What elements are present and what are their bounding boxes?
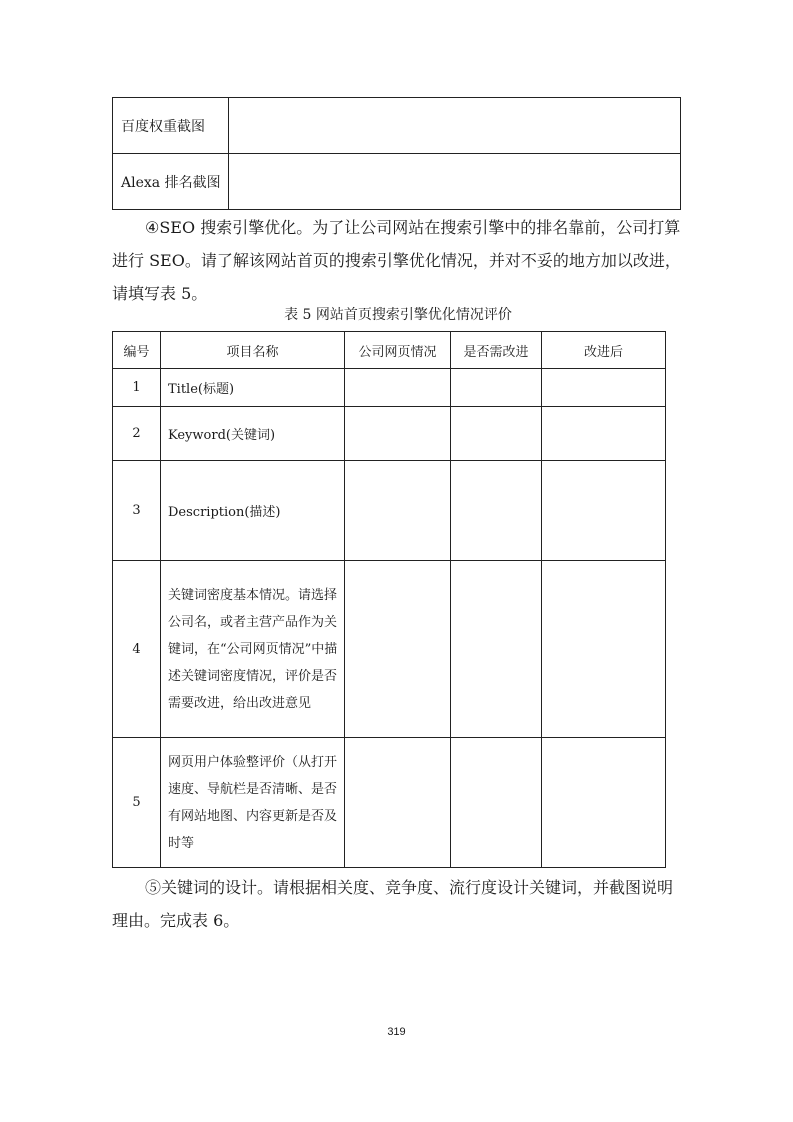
empty-cell <box>542 369 666 407</box>
table-row <box>113 461 666 561</box>
empty-cell <box>345 369 451 407</box>
empty-cell <box>451 738 542 868</box>
empty-cell <box>451 561 542 738</box>
row-number: 3 <box>113 461 161 561</box>
baidu-weight-label: 百度权重截图 <box>113 98 229 154</box>
empty-cell <box>542 461 666 561</box>
row-number: 2 <box>113 407 161 461</box>
row-item: 网页用户体验整评价（从打开速度、导航栏是否清晰、是否有网站地图、内容更新是否及时等 <box>161 738 345 868</box>
row-number: 1 <box>113 369 161 407</box>
screenshot-table <box>112 97 681 210</box>
table-row <box>113 561 666 738</box>
alexa-rank-cell <box>229 154 681 210</box>
empty-cell <box>345 461 451 561</box>
empty-cell <box>542 738 666 868</box>
empty-cell <box>542 561 666 738</box>
alexa-rank-label: Alexa 排名截图 <box>113 154 229 210</box>
empty-cell <box>345 561 451 738</box>
keyword-design-paragraph: ⑤关键词的设计。请根据相关度、竞争度、流行度设计关键词，并截图说明理由。完成表 6。 <box>112 878 674 930</box>
empty-cell <box>542 407 666 461</box>
row-number: 5 <box>113 738 161 868</box>
header-company-status: 公司网页情况 <box>345 332 451 369</box>
row-item: Keyword(关键词) <box>161 407 345 461</box>
table-row <box>113 738 666 868</box>
empty-cell <box>451 369 542 407</box>
row-item: 关键词密度基本情况。请选择公司名，或者主营产品作为关键词，在“公司网页情况”中描述关键词密度情况，评价是否需要改进，给出改进意见 <box>161 561 345 738</box>
empty-cell <box>345 407 451 461</box>
baidu-weight-cell <box>229 98 681 154</box>
table-row <box>113 407 666 461</box>
header-number: 编号 <box>113 332 161 369</box>
seo-evaluation-table <box>112 331 666 868</box>
header-after-improvement: 改进后 <box>542 332 666 369</box>
table-row <box>113 98 681 154</box>
empty-cell <box>345 738 451 868</box>
header-item-name: 项目名称 <box>161 332 345 369</box>
empty-cell <box>451 407 542 461</box>
row-item: Title(标题) <box>161 369 345 407</box>
table-row <box>113 154 681 210</box>
page-number: 319 <box>387 1026 406 1038</box>
row-number: 4 <box>113 561 161 738</box>
header-needs-improvement: 是否需改进 <box>451 332 542 369</box>
row-item: Description(描述) <box>161 461 345 561</box>
table5-caption: 表 5 网站首页搜索引擎优化情况评价 <box>284 307 512 323</box>
empty-cell <box>451 461 542 561</box>
seo-paragraph: ④SEO 搜索引擎优化。为了让公司网站在搜索引擎中的排名靠前，公司打算进行 SEO。请了解该网站首页的搜索引擎优化情况，并对不妥的地方加以改进，请填写表 5。 <box>112 218 681 303</box>
table-row <box>113 369 666 407</box>
table-header-row <box>113 332 666 369</box>
